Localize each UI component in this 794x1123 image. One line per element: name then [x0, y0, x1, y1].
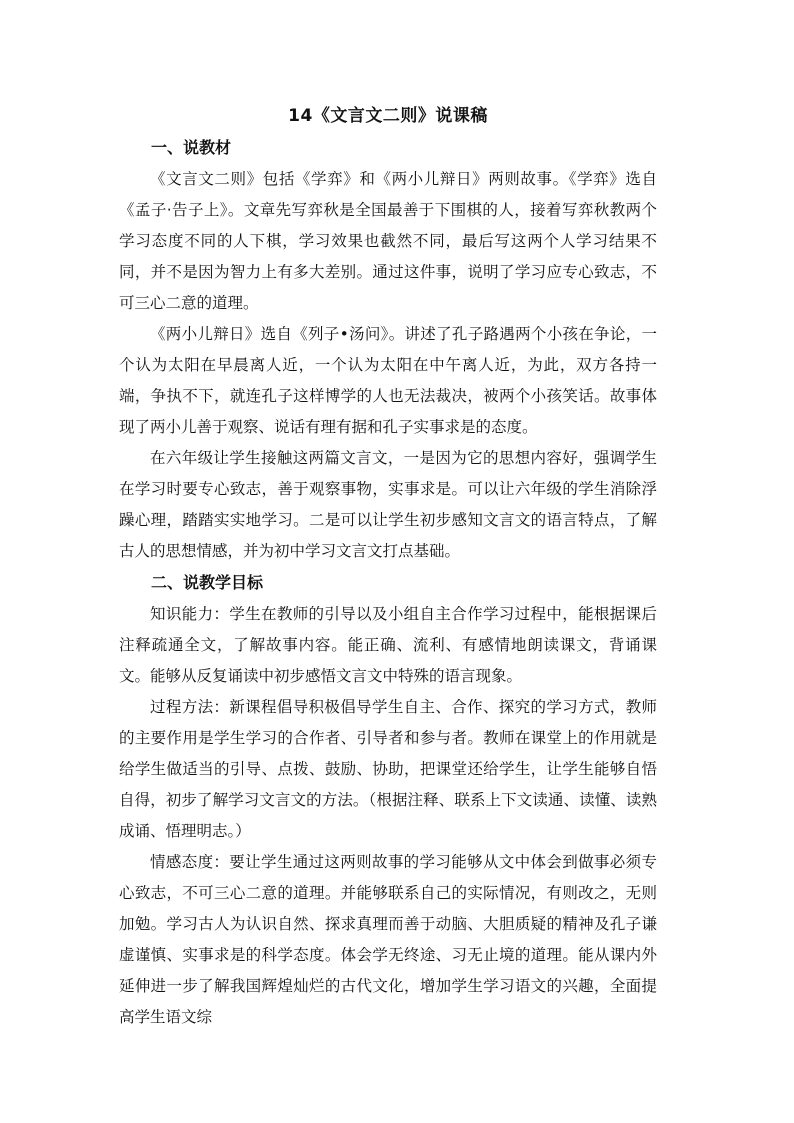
paragraph-process-method: 过程方法：新课程倡导积极倡导学生自主、合作、探究的学习方式，教师的主要作用是学生学习的合作者、引导者和参与者。教师在课堂上的作用就是给学生做适当的引导、点拨、鼓励、协助，把课堂还给学生，让学生能够自悟自得，初步了解学习文言文的方法。（根据注释、联系上下文读通、读懂、读熟成诵、悟理明志。） — [119, 698, 657, 840]
section-heading-textbook: 一、说教材 — [151, 138, 232, 157]
document-page — [119, 100, 657, 1033]
document-title: 14《文言文二则》说课稿 — [288, 106, 488, 126]
paragraph-liangxiaoer-intro: 《两小儿辩日》选自《列子•汤问》。讲述了孔子路遇两个小孩在争论，一个认为太阳在早晨离人近，一个认为太阳在中午离人近，为此，双方各持一端，争执不下，就连孔子这样博学的人也无法裁决，被两个小孩笑话。故事体现了两小儿善于观察、说话有理有据和孔子实事求是的态度。 — [119, 325, 657, 436]
section-heading-objectives: 二、说教学目标 — [151, 573, 264, 592]
paragraph-xueyi-intro: 《文言文二则》包括《学弈》和《两小儿辩日》两则故事。《学弈》选自《孟子·告子上》。文章先写弈秋是全国最善于下围棋的人，接着写弈秋教两个学习态度不同的人下棋，学习效果也截然不同，最后写这两个人学习结果不同，并不是因为智力上有多大差别。通过这件事，说明了学习应专心致志，不可三心二意的道理。 — [119, 170, 657, 312]
paragraph-grade-six-purpose: 在六年级让学生接触这两篇文言文，一是因为它的思想内容好，强调学生在学习时要专心致志，善于观察事物，实事求是。可以让六年级的学生消除浮躁心理，踏踏实实地学习。二是可以让学生初步感知文言文的语言特点，了解古人的思想情感，并为初中学习文言文打点基础。 — [119, 449, 657, 560]
paragraph-knowledge-ability: 知识能力：学生在教师的引导以及小组自主合作学习过程中，能根据课后注释疏通全文，了解故事内容。能正确、流利、有感情地朗读课文，背诵课文。能够从反复诵读中初步感悟文言文中特殊的语言现象。 — [119, 605, 657, 685]
paragraph-emotion-attitude: 情感态度：要让学生通过这两则故事的学习能够从文中体会到做事必须专心致志，不可三心二意的道理。并能够联系自己的实际情况，有则改之，无则加勉。学习古人为认识自然、探求真理而善于动脑、大胆质疑的精神及孔子谦虚谨慎、实事求是的科学态度。体会学无终途、习无止境的道理。能从课内外延伸进一步了解我国辉煌灿烂的古代文化，增加学生学习语文的兴趣，全面提高学生语文综 — [119, 853, 657, 1026]
